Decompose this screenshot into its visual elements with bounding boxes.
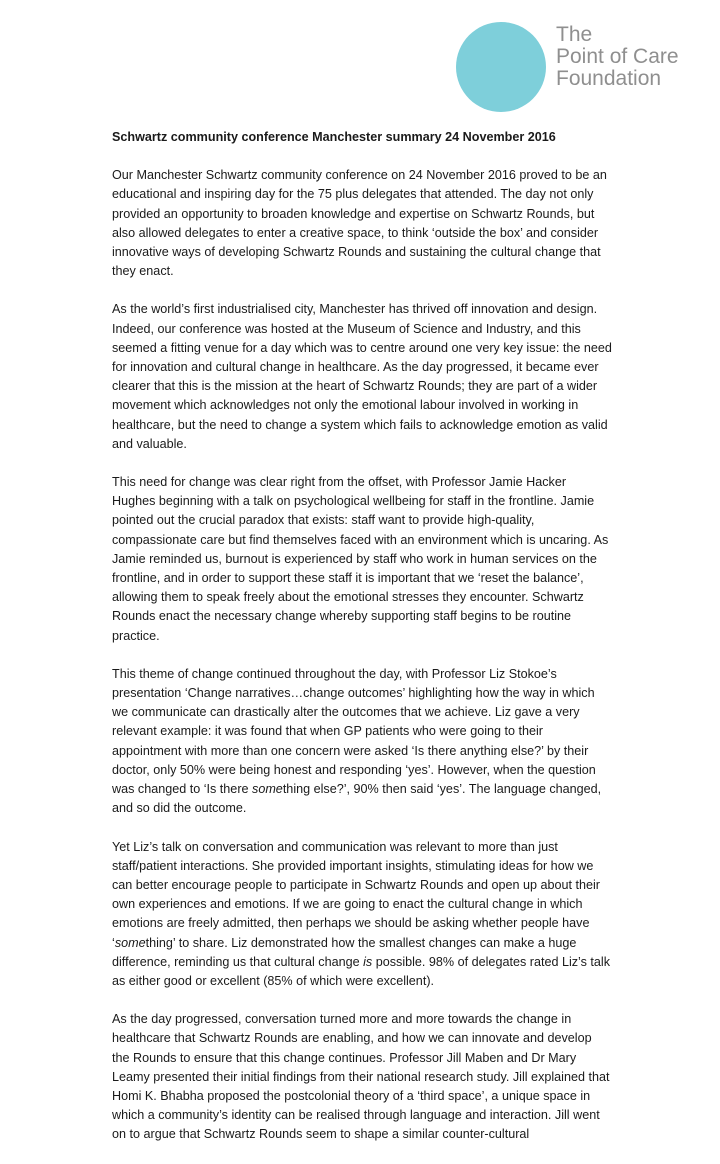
paragraph-text: Yet Liz’s talk on conversation and communication was relevant to more than just staff/patient interactions. She provided important insights, stimulating ideas for how we can better encourage people to participate in Schwartz Rounds and open up about their own experiences and emotions. If we are going to enact the cultural change in which emotions are freely admitted, then perhaps we should be asking whether people have ‘	[112, 839, 600, 950]
logo-line-3: Foundation	[556, 67, 662, 90]
paragraphs	[112, 166, 612, 1144]
paragraph-text: This theme of change continued throughout the day, with Professor Liz Stokoe’s presentation ‘Change narratives…change outcomes’ highlighting how the way in which we communicate can drastically alter the outcomes that we achieve. Liz gave a very relevant example: it was found that when GP patients who were going to their appointment with more than one concern were asked ‘Is there anything else?’ by their doctor, only 50% were being honest and responding ‘yes’. However, when the question was changed to ‘Is there	[112, 666, 596, 797]
document-title: Schwartz community conference Manchester summary 24 November 2016	[112, 130, 556, 144]
paragraph-5	[112, 838, 612, 992]
paragraph-text: Our Manchester Schwartz community conference on 24 November 2016 proved to be an educational and inspiring day for the 75 plus delegates that attended. The day not only provided an opportunity to broaden knowledge and expertise on Schwartz Rounds, but also allowed delegates to enter a creative space, to think ‘outside the box’ and consider innovative ways of developing Schwartz Rounds and sustaining the cultural change that they enact.	[112, 168, 607, 279]
paragraph-1	[112, 166, 612, 281]
logo-circle-icon	[456, 22, 546, 112]
paragraph-text: is	[363, 954, 373, 969]
paragraph-text: As the day progressed, conversation turned more and more towards the change in healthcare that Schwartz Rounds are enabling, and how we can innovate and develop the Rounds to ensure that this change continues. Professor Jill Maben and Dr Mary Leamy presented their initial findings from their national research study. Jill explained that Homi K. Bhabha proposed the postcolonial theory of a ‘third space’, a unique space in which a community’s identity can be realised through language and interaction. Jill went on to argue that Schwartz Rounds seem to shape a similar counter-cultural	[112, 1012, 610, 1142]
paragraph-text: This need for change was clear right from the offset, with Professor Jamie Hacker Hughes beginning with a talk on psychological wellbeing for staff in the frontline. Jamie pointed out the crucial paradox that exists: staff want to provide high-quality, compassionate care but find themselves faced with an environment which is uncaring. As Jamie reminded us, burnout is experienced by staff who work in human services on the frontline, and in order to support these staff it is important that we ‘reset the balance’, allowing them to speak freely about the emotional stresses they encounter. Schwartz Rounds enact the necessary change whereby supporting staff begins to be routine practice.	[112, 475, 609, 643]
paragraph-text: some	[252, 782, 283, 797]
paragraph-text: some	[114, 935, 146, 950]
logo-text	[556, 24, 679, 90]
paragraph-text: thing’ to share. Liz demonstrated how the smallest changes can make a huge difference, reminding us that cultural change	[112, 935, 577, 969]
paragraph-3	[112, 473, 612, 646]
paragraph-text: possible. 98% of delegates rated Liz’s talk as either good or excellent (85% of which were excellent).	[112, 954, 611, 988]
paragraph-4	[112, 665, 612, 819]
logo-line-2: Point of Care	[556, 45, 679, 68]
paragraph-2	[112, 300, 612, 454]
paragraph-6	[112, 1010, 612, 1144]
paragraph-text: thing else?’, 90% then said ‘yes’. The language changed, and so did the outcome.	[112, 782, 602, 816]
point-of-care-logo	[456, 22, 696, 112]
document-body	[112, 128, 612, 1164]
logo-line-1: The	[556, 23, 593, 46]
paragraph-text: As the world’s first industrialised city, Manchester has thrived off innovation and design. Indeed, our conference was hosted at the Museum of Science and Industry, and this seemed a fitting venue for a day which was to centre around one very key issue: the need for innovation and cultural change in healthcare. As the day progressed, it became ever clearer that this is the mission at the heart of Schwartz Rounds; they are part of a wider movement which acknowledges not only the emotional labour involved in working in healthcare, but the need to change a system which fails to acknowledge emotion as valid and valuable.	[112, 302, 612, 451]
